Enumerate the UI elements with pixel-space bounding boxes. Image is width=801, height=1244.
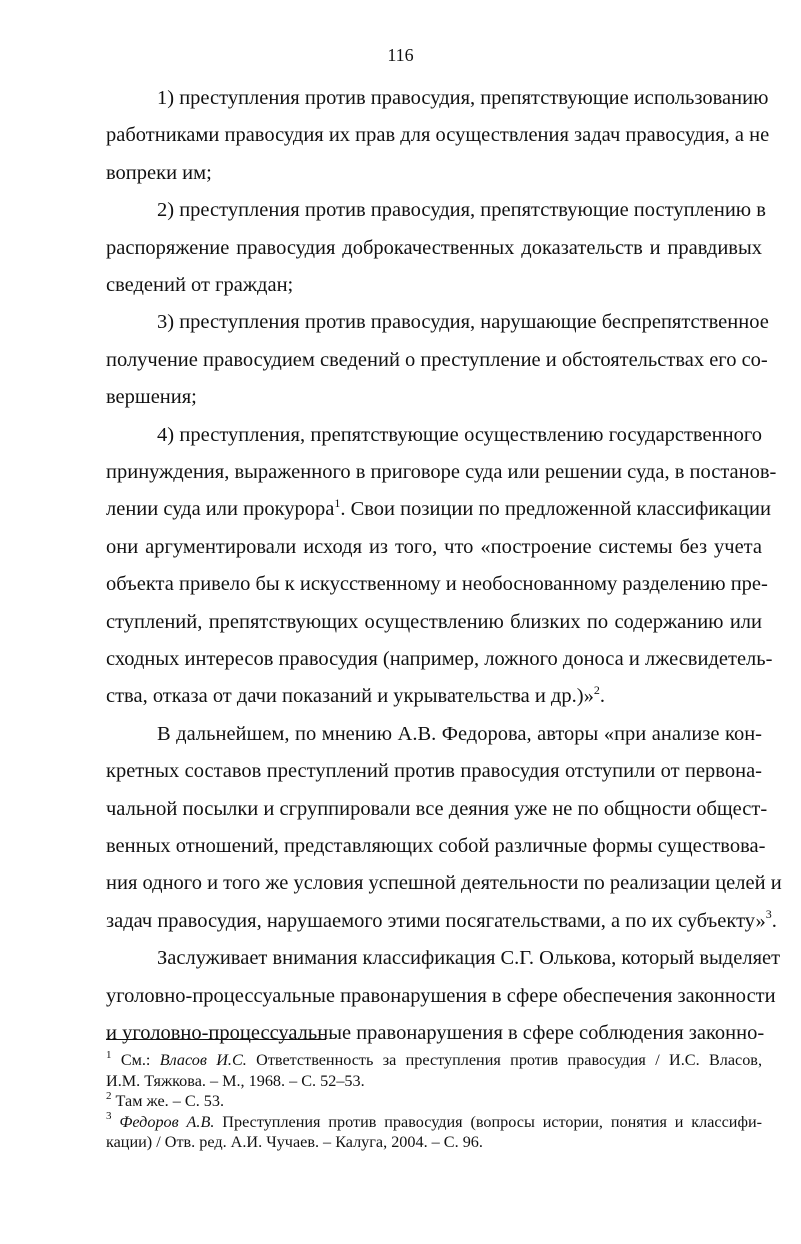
text-line-continuation: . Свои позиции по предложенной классификации [340,498,771,521]
text-line [106,572,768,596]
text-line-content: кретных составов преступлений против правосудия отступили от первона- [106,760,762,783]
text-line-content: вопреки им; [106,161,212,184]
footnote-text: И.М. Тяжкова. – М., 1968. – С. 52–53. [106,1071,365,1090]
footnote-prefix: См.: [111,1051,160,1069]
text-line-content: и уголовно-процессуальные правонарушения в сфере соблюдения законно- [106,1022,765,1044]
text-line [106,348,768,372]
footnote-reference: 1 [334,495,341,510]
text-line [157,946,781,970]
text-line-content: вершения; [106,386,197,409]
text-line [157,86,769,110]
text-line [106,984,776,1008]
text-line-content: 1) преступления против правосудия, препятствующие использованию [157,87,769,109]
text-line [106,759,762,783]
text-line-content: В дальнейшем, по мнению А.В. Федорова, авторы «при анализе кон- [157,722,762,745]
text-line [157,198,766,222]
text-line-content: ния одного и того же условия успешной деятельности по реализации целей и [106,872,782,895]
footnote-reference: 3 [765,906,772,921]
text-line-content: чальной посылки и сгруппировали все деяния уже не по общности общест- [106,797,768,820]
text-line-continuation: . [771,909,777,932]
footnote-text: Там же. – С. 53. [115,1092,225,1110]
text-line-content: сходных интересов правосудия (например, ложного доноса и лжесвидетель- [106,648,773,670]
text-line-content: распоряжение правосудия доброкачественных доказательств и правдивых [106,236,762,259]
text-line [106,123,770,147]
text-line-content: 3) преступления против правосудия, нарушающие беспрепятственное [157,311,769,334]
text-line-content: получение правосудием сведений о преступление и обстоятельствах его со- [106,348,768,371]
text-line [106,684,762,708]
text-line-content: принуждения, выраженного в приговоре суда или решении суда, в постанов- [106,461,777,483]
footnote-text: Преступления против правосудия (вопросы истории, понятия и классифи- [214,1112,762,1131]
text-line-content: венных отношений, представляющих собой различные формы существова- [106,835,766,857]
text-line-continuation: . [599,685,605,708]
text-line-content: уголовно-процессуальные правонарушения в сфере обеспечения законности [106,984,776,1007]
text-line-content: сведений от граждан; [106,274,294,296]
footnote-number: 3 [106,1110,112,1123]
text-line [106,610,762,634]
text-line [157,310,769,334]
text-line-content: лении суда или прокурора [106,498,335,521]
text-line [106,871,782,895]
text-line-content: они аргументировали исходя из того, что «построение системы без учета [106,535,762,558]
page-number: 116 [387,45,414,65]
footnote-author: Власов И.С. [159,1051,247,1069]
text-line [106,385,762,409]
footnote-number: 2 [106,1089,112,1102]
text-line [106,647,773,671]
text-line-content: Заслуживает внимания классификация С.Г. Олькова, который выделяет [157,947,781,970]
text-line [106,236,762,260]
footnote-number: 1 [106,1048,112,1061]
text-line [106,906,777,933]
text-line-content: объекта привело бы к искусственному и необоснованному разделению пре- [106,573,768,596]
text-line-content: 4) преступления, препятствующие осуществлению государственного [157,423,762,446]
text-line-content: ступлений, препятствующих осуществлению близких по содержанию или [106,610,762,633]
text-line [106,460,777,484]
footnote-line [106,1091,762,1111]
text-line [106,495,771,521]
footnote-line [106,1112,762,1132]
footnote-line [106,1132,762,1152]
footnote-separator [106,1039,326,1040]
text-line-content: работниками правосудия их прав для осуществления задач правосудия, а не [106,124,770,147]
text-line [157,722,762,746]
footnote-text: кации) / Отв. ред. А.И. Чучаев. – Калуга, 2004. – С. 96. [106,1133,483,1151]
text-line [106,834,766,858]
footnote-line [106,1071,762,1091]
text-line [106,161,762,185]
footnote-text: Ответственность за преступления против правосудия / И.С. Власов, [246,1051,762,1069]
footnote-author: Федоров А.В. [119,1112,215,1131]
text-line [106,273,762,297]
footnote-line [106,1050,762,1070]
text-line [157,423,762,447]
footnote-reference: 2 [593,682,600,697]
text-line [106,1021,765,1045]
text-line [106,535,762,559]
text-line-content: задач правосудия, нарушаемого этими посягательствами, а по их субъекту» [106,909,766,932]
text-line-content: ства, отказа от дачи показаний и укрывательства и др.)» [106,685,594,708]
text-line-content: 2) преступления против правосудия, препятствующие поступлению в [157,199,766,222]
text-line [106,797,768,821]
